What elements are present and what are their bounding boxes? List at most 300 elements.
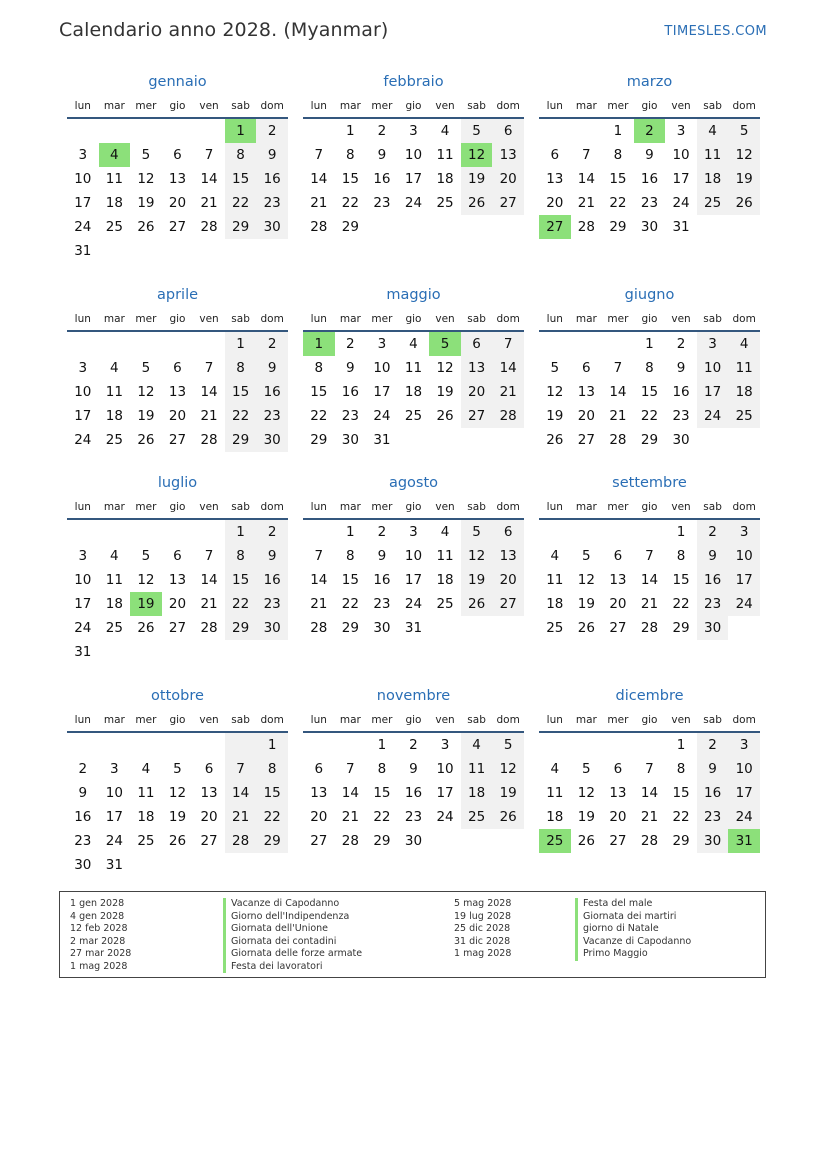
- day-cell[interactable]: 28: [200, 620, 218, 636]
- day-cell[interactable]: 10: [672, 147, 690, 163]
- day-cell[interactable]: 6: [582, 360, 591, 376]
- day-cell[interactable]: 15: [256, 781, 288, 805]
- day-cell[interactable]: 28: [310, 620, 328, 636]
- day-cell[interactable]: 25: [105, 620, 123, 636]
- day-cell[interactable]: 3: [676, 123, 686, 139]
- day-cell[interactable]: 25: [728, 404, 760, 428]
- day-cell[interactable]: 31: [373, 432, 391, 448]
- day-cell[interactable]: 2: [676, 336, 686, 352]
- day-cell[interactable]: 24: [74, 432, 92, 448]
- day-cell[interactable]: 29: [373, 833, 391, 849]
- day-cell[interactable]: 15: [225, 568, 257, 592]
- day-cell[interactable]: 17: [404, 171, 423, 187]
- day-cell[interactable]: 7: [204, 147, 214, 163]
- day-cell[interactable]: 9: [256, 356, 288, 380]
- day-cell[interactable]: 28: [225, 829, 257, 853]
- day-cell[interactable]: 23: [74, 833, 92, 849]
- day-cell[interactable]: 30: [697, 829, 729, 853]
- day-cell[interactable]: 21: [609, 408, 627, 424]
- day-cell[interactable]: 11: [728, 356, 760, 380]
- day-cell[interactable]: 18: [436, 572, 454, 588]
- day-cell[interactable]: 30: [672, 432, 690, 448]
- day-cell[interactable]: 1: [346, 123, 355, 139]
- day-cell[interactable]: 28: [640, 620, 659, 636]
- day-cell[interactable]: 11: [404, 360, 423, 376]
- day-cell[interactable]: 26: [436, 408, 454, 424]
- day-cell[interactable]: 17: [74, 596, 92, 612]
- day-cell[interactable]: 19: [546, 408, 564, 424]
- day-cell[interactable]: 16: [341, 384, 359, 400]
- day-cell[interactable]: 11: [105, 171, 123, 187]
- day-cell[interactable]: 17: [436, 785, 454, 801]
- day-cell[interactable]: 6: [204, 761, 214, 777]
- day-cell[interactable]: 29: [640, 432, 659, 448]
- day-cell[interactable]: 8: [613, 147, 623, 163]
- day-cell[interactable]: 1: [225, 331, 257, 356]
- day-cell[interactable]: 19: [137, 195, 155, 211]
- day-cell[interactable]: 19: [577, 809, 595, 825]
- day-cell[interactable]: 12: [577, 572, 595, 588]
- day-cell[interactable]: 13: [310, 785, 328, 801]
- day-cell[interactable]: 27: [539, 215, 571, 239]
- day-cell[interactable]: 15: [672, 572, 690, 588]
- day-cell[interactable]: 2: [78, 761, 88, 777]
- day-cell[interactable]: 9: [78, 785, 88, 801]
- day-cell[interactable]: 15: [373, 785, 391, 801]
- day-cell[interactable]: 14: [640, 572, 659, 588]
- day-cell[interactable]: 2: [346, 336, 355, 352]
- day-cell[interactable]: 28: [577, 219, 595, 235]
- day-cell[interactable]: 4: [550, 548, 560, 564]
- day-cell[interactable]: 17: [697, 380, 729, 404]
- day-cell[interactable]: 1: [676, 737, 686, 753]
- day-cell[interactable]: 28: [609, 432, 627, 448]
- day-cell[interactable]: 4: [697, 118, 729, 143]
- day-cell[interactable]: 23: [640, 195, 659, 211]
- day-cell[interactable]: 2: [377, 123, 387, 139]
- day-cell[interactable]: 3: [697, 331, 729, 356]
- day-cell[interactable]: 28: [341, 833, 359, 849]
- day-cell[interactable]: 24: [404, 195, 423, 211]
- day-cell[interactable]: 17: [74, 408, 92, 424]
- day-cell[interactable]: 15: [225, 167, 257, 191]
- day-cell[interactable]: 10: [404, 548, 423, 564]
- day-cell[interactable]: 23: [373, 596, 391, 612]
- day-cell[interactable]: 29: [256, 829, 288, 853]
- day-cell[interactable]: 7: [204, 548, 214, 564]
- day-cell[interactable]: 26: [137, 432, 155, 448]
- day-cell[interactable]: 14: [310, 171, 328, 187]
- day-cell[interactable]: 3: [78, 360, 88, 376]
- day-cell[interactable]: 22: [672, 596, 690, 612]
- day-cell[interactable]: 4: [440, 524, 450, 540]
- day-cell[interactable]: 19: [728, 167, 760, 191]
- day-cell[interactable]: 30: [404, 833, 423, 849]
- day-cell[interactable]: 6: [173, 548, 182, 564]
- day-cell[interactable]: 4: [440, 123, 450, 139]
- day-cell[interactable]: 13: [609, 785, 627, 801]
- day-cell[interactable]: 8: [256, 757, 288, 781]
- day-cell[interactable]: 15: [341, 572, 359, 588]
- day-cell[interactable]: 29: [341, 620, 359, 636]
- day-cell[interactable]: 31: [672, 219, 690, 235]
- day-cell[interactable]: 7: [645, 548, 654, 564]
- day-cell[interactable]: 23: [256, 592, 288, 616]
- day-cell[interactable]: 8: [645, 360, 654, 376]
- day-cell[interactable]: 10: [436, 761, 454, 777]
- day-cell[interactable]: 25: [137, 833, 155, 849]
- day-cell[interactable]: 18: [404, 384, 423, 400]
- day-cell[interactable]: 26: [461, 191, 493, 215]
- day-cell[interactable]: 27: [492, 592, 524, 616]
- day-cell[interactable]: 8: [676, 548, 686, 564]
- day-cell[interactable]: 24: [728, 592, 760, 616]
- day-cell[interactable]: 30: [640, 219, 659, 235]
- day-cell[interactable]: 20: [200, 809, 218, 825]
- day-cell[interactable]: 23: [341, 408, 359, 424]
- day-cell[interactable]: 20: [310, 809, 328, 825]
- day-cell[interactable]: 16: [74, 809, 92, 825]
- day-cell[interactable]: 8: [676, 761, 686, 777]
- day-cell[interactable]: 28: [310, 219, 328, 235]
- day-cell[interactable]: 2: [697, 519, 729, 544]
- day-cell[interactable]: 1: [613, 123, 623, 139]
- day-cell[interactable]: 8: [377, 761, 387, 777]
- day-cell[interactable]: 18: [546, 596, 564, 612]
- day-cell[interactable]: 26: [577, 620, 595, 636]
- day-cell[interactable]: 29: [609, 219, 627, 235]
- day-cell[interactable]: 7: [492, 331, 524, 356]
- day-cell[interactable]: 15: [672, 785, 690, 801]
- day-cell[interactable]: 13: [200, 785, 218, 801]
- day-cell[interactable]: 26: [137, 219, 155, 235]
- day-cell[interactable]: 27: [200, 833, 218, 849]
- day-cell[interactable]: 22: [341, 596, 359, 612]
- day-cell[interactable]: 1: [645, 336, 654, 352]
- day-cell[interactable]: 2: [377, 524, 387, 540]
- day-cell[interactable]: 21: [310, 596, 328, 612]
- day-cell[interactable]: 24: [105, 833, 123, 849]
- day-cell[interactable]: 1: [676, 524, 686, 540]
- day-cell[interactable]: 21: [577, 195, 595, 211]
- day-cell[interactable]: 17: [74, 195, 92, 211]
- day-cell[interactable]: 5: [550, 360, 560, 376]
- day-cell[interactable]: 19: [461, 568, 493, 592]
- day-cell[interactable]: 1: [346, 524, 355, 540]
- day-cell[interactable]: 1: [377, 737, 387, 753]
- day-cell[interactable]: 12: [168, 785, 187, 801]
- day-cell[interactable]: 6: [492, 118, 524, 143]
- day-cell[interactable]: 8: [225, 356, 257, 380]
- day-cell[interactable]: 13: [546, 171, 564, 187]
- day-cell[interactable]: 14: [310, 572, 328, 588]
- day-cell[interactable]: 13: [461, 356, 493, 380]
- day-cell[interactable]: 9: [697, 544, 729, 568]
- day-cell[interactable]: 31: [74, 644, 92, 660]
- day-cell[interactable]: 17: [728, 781, 760, 805]
- day-cell[interactable]: 25: [105, 219, 123, 235]
- day-cell[interactable]: 25: [539, 829, 571, 853]
- day-cell[interactable]: 6: [492, 519, 524, 544]
- day-cell[interactable]: 30: [256, 616, 288, 640]
- day-cell[interactable]: 3: [78, 147, 88, 163]
- brand-link[interactable]: TIMESLES.COM: [664, 24, 767, 39]
- day-cell[interactable]: 14: [609, 384, 627, 400]
- day-cell[interactable]: 16: [256, 380, 288, 404]
- day-cell[interactable]: 13: [168, 572, 187, 588]
- day-cell[interactable]: 21: [200, 596, 218, 612]
- day-cell[interactable]: 13: [168, 171, 187, 187]
- day-cell[interactable]: 10: [728, 757, 760, 781]
- day-cell[interactable]: 18: [728, 380, 760, 404]
- day-cell[interactable]: 26: [728, 191, 760, 215]
- day-cell[interactable]: 23: [256, 404, 288, 428]
- day-cell[interactable]: 8: [346, 548, 355, 564]
- day-cell[interactable]: 31: [105, 857, 123, 873]
- day-cell[interactable]: 23: [256, 191, 288, 215]
- day-cell[interactable]: 14: [225, 781, 257, 805]
- day-cell[interactable]: 12: [577, 785, 595, 801]
- day-cell[interactable]: 10: [105, 785, 123, 801]
- day-cell[interactable]: 18: [105, 195, 123, 211]
- day-cell[interactable]: 25: [105, 432, 123, 448]
- day-cell[interactable]: 12: [137, 171, 155, 187]
- day-cell[interactable]: 27: [577, 432, 595, 448]
- day-cell[interactable]: 14: [200, 384, 218, 400]
- day-cell[interactable]: 7: [225, 757, 257, 781]
- day-cell[interactable]: 16: [256, 568, 288, 592]
- day-cell[interactable]: 22: [256, 805, 288, 829]
- day-cell[interactable]: 3: [728, 732, 760, 757]
- day-cell[interactable]: 2: [256, 118, 288, 143]
- day-cell[interactable]: 13: [168, 384, 187, 400]
- day-cell[interactable]: 16: [256, 167, 288, 191]
- day-cell[interactable]: 15: [310, 384, 328, 400]
- day-cell[interactable]: 3: [728, 519, 760, 544]
- day-cell[interactable]: 30: [256, 215, 288, 239]
- day-cell[interactable]: 15: [225, 380, 257, 404]
- day-cell[interactable]: 16: [373, 572, 391, 588]
- day-cell[interactable]: 30: [74, 857, 92, 873]
- day-cell[interactable]: 12: [492, 757, 524, 781]
- day-cell[interactable]: 5: [461, 118, 493, 143]
- day-cell[interactable]: 23: [697, 805, 729, 829]
- day-cell[interactable]: 3: [377, 336, 387, 352]
- day-cell[interactable]: 24: [728, 805, 760, 829]
- day-cell[interactable]: 6: [173, 147, 182, 163]
- day-cell[interactable]: 9: [377, 147, 387, 163]
- day-cell[interactable]: 4: [141, 761, 151, 777]
- day-cell[interactable]: 29: [672, 620, 690, 636]
- day-cell[interactable]: 21: [200, 195, 218, 211]
- day-cell[interactable]: 21: [225, 805, 257, 829]
- day-cell[interactable]: 22: [373, 809, 391, 825]
- day-cell[interactable]: 19: [577, 596, 595, 612]
- day-cell[interactable]: 14: [577, 171, 595, 187]
- day-cell[interactable]: 5: [582, 761, 591, 777]
- day-cell[interactable]: 14: [341, 785, 359, 801]
- day-cell[interactable]: 11: [105, 384, 123, 400]
- day-cell[interactable]: 30: [341, 432, 359, 448]
- day-cell[interactable]: 16: [373, 171, 391, 187]
- day-cell[interactable]: 5: [141, 360, 151, 376]
- day-cell[interactable]: 2: [634, 118, 666, 143]
- day-cell[interactable]: 7: [314, 548, 324, 564]
- day-cell[interactable]: 20: [168, 195, 187, 211]
- day-cell[interactable]: 27: [168, 620, 187, 636]
- day-cell[interactable]: 14: [200, 171, 218, 187]
- day-cell[interactable]: 29: [225, 215, 257, 239]
- day-cell[interactable]: 11: [546, 572, 564, 588]
- day-cell[interactable]: 10: [74, 171, 92, 187]
- day-cell[interactable]: 31: [728, 829, 760, 853]
- day-cell[interactable]: 19: [492, 781, 524, 805]
- day-cell[interactable]: 22: [225, 404, 257, 428]
- day-cell[interactable]: 16: [640, 171, 659, 187]
- day-cell[interactable]: 23: [672, 408, 690, 424]
- day-cell[interactable]: 26: [461, 592, 493, 616]
- day-cell[interactable]: 13: [492, 544, 524, 568]
- day-cell[interactable]: 11: [461, 757, 493, 781]
- day-cell[interactable]: 25: [404, 408, 423, 424]
- day-cell[interactable]: 30: [697, 616, 729, 640]
- day-cell[interactable]: 22: [310, 408, 328, 424]
- day-cell[interactable]: 17: [404, 572, 423, 588]
- day-cell[interactable]: 20: [168, 596, 187, 612]
- day-cell[interactable]: 14: [200, 572, 218, 588]
- day-cell[interactable]: 17: [373, 384, 391, 400]
- day-cell[interactable]: 17: [672, 171, 690, 187]
- day-cell[interactable]: 20: [609, 809, 627, 825]
- day-cell[interactable]: 27: [461, 404, 493, 428]
- day-cell[interactable]: 22: [341, 195, 359, 211]
- day-cell[interactable]: 5: [173, 761, 182, 777]
- day-cell[interactable]: 21: [310, 195, 328, 211]
- day-cell[interactable]: 27: [168, 219, 187, 235]
- day-cell[interactable]: 25: [436, 596, 454, 612]
- day-cell[interactable]: 12: [461, 143, 493, 167]
- day-cell[interactable]: 28: [200, 219, 218, 235]
- day-cell[interactable]: 26: [546, 432, 564, 448]
- day-cell[interactable]: 31: [404, 620, 423, 636]
- day-cell[interactable]: 6: [173, 360, 182, 376]
- day-cell[interactable]: 25: [546, 620, 564, 636]
- day-cell[interactable]: 31: [74, 243, 92, 259]
- day-cell[interactable]: 28: [492, 404, 524, 428]
- day-cell[interactable]: 20: [492, 167, 524, 191]
- day-cell[interactable]: 6: [613, 548, 623, 564]
- day-cell[interactable]: 9: [697, 757, 729, 781]
- day-cell[interactable]: 20: [492, 568, 524, 592]
- day-cell[interactable]: 24: [373, 408, 391, 424]
- day-cell[interactable]: 9: [645, 147, 654, 163]
- day-cell[interactable]: 8: [346, 147, 355, 163]
- day-cell[interactable]: 22: [640, 408, 659, 424]
- day-cell[interactable]: 7: [314, 147, 324, 163]
- day-cell[interactable]: 15: [640, 384, 659, 400]
- day-cell[interactable]: 27: [492, 191, 524, 215]
- day-cell[interactable]: 10: [373, 360, 391, 376]
- day-cell[interactable]: 18: [461, 781, 493, 805]
- day-cell[interactable]: 16: [672, 384, 690, 400]
- day-cell[interactable]: 9: [256, 143, 288, 167]
- day-cell[interactable]: 24: [436, 809, 454, 825]
- day-cell[interactable]: 3: [409, 123, 418, 139]
- day-cell[interactable]: 30: [256, 428, 288, 452]
- day-cell[interactable]: 4: [728, 331, 760, 356]
- day-cell[interactable]: 6: [461, 331, 493, 356]
- day-cell[interactable]: 14: [640, 785, 659, 801]
- day-cell[interactable]: 26: [577, 833, 595, 849]
- day-cell[interactable]: 13: [492, 143, 524, 167]
- day-cell[interactable]: 19: [436, 384, 454, 400]
- day-cell[interactable]: 14: [492, 356, 524, 380]
- day-cell[interactable]: 2: [409, 737, 418, 753]
- day-cell[interactable]: 2: [256, 519, 288, 544]
- day-cell[interactable]: 3: [440, 737, 450, 753]
- day-cell[interactable]: 13: [609, 572, 627, 588]
- day-cell[interactable]: 19: [137, 408, 155, 424]
- day-cell[interactable]: 30: [373, 620, 391, 636]
- day-cell[interactable]: 25: [461, 805, 493, 829]
- day-cell[interactable]: 4: [110, 548, 119, 564]
- day-cell[interactable]: 5: [492, 732, 524, 757]
- day-cell[interactable]: 12: [546, 384, 564, 400]
- day-cell[interactable]: 3: [110, 761, 119, 777]
- day-cell[interactable]: 26: [137, 620, 155, 636]
- day-cell[interactable]: 18: [436, 171, 454, 187]
- day-cell[interactable]: 27: [609, 620, 627, 636]
- day-cell[interactable]: 4: [461, 732, 493, 757]
- day-cell[interactable]: 7: [645, 761, 654, 777]
- day-cell[interactable]: 19: [130, 592, 162, 616]
- day-cell[interactable]: 5: [429, 331, 461, 356]
- day-cell[interactable]: 12: [436, 360, 454, 376]
- day-cell[interactable]: 18: [546, 809, 564, 825]
- day-cell[interactable]: 18: [137, 809, 155, 825]
- day-cell[interactable]: 3: [78, 548, 88, 564]
- day-cell[interactable]: 25: [436, 195, 454, 211]
- day-cell[interactable]: 9: [256, 544, 288, 568]
- day-cell[interactable]: 5: [141, 548, 151, 564]
- day-cell[interactable]: 21: [640, 809, 659, 825]
- day-cell[interactable]: 29: [310, 432, 328, 448]
- day-cell[interactable]: 28: [200, 432, 218, 448]
- day-cell[interactable]: 27: [168, 432, 187, 448]
- day-cell[interactable]: 4: [110, 360, 119, 376]
- day-cell[interactable]: 6: [613, 761, 623, 777]
- day-cell[interactable]: 2: [697, 732, 729, 757]
- day-cell[interactable]: 20: [609, 596, 627, 612]
- day-cell[interactable]: 24: [74, 620, 92, 636]
- day-cell[interactable]: 10: [697, 356, 729, 380]
- day-cell[interactable]: 12: [137, 572, 155, 588]
- day-cell[interactable]: 27: [310, 833, 328, 849]
- day-cell[interactable]: 12: [461, 544, 493, 568]
- day-cell[interactable]: 9: [377, 548, 387, 564]
- day-cell[interactable]: 10: [74, 384, 92, 400]
- day-cell[interactable]: 26: [168, 833, 187, 849]
- day-cell[interactable]: 7: [613, 360, 623, 376]
- day-cell[interactable]: 20: [546, 195, 564, 211]
- day-cell[interactable]: 24: [672, 195, 690, 211]
- day-cell[interactable]: 26: [492, 805, 524, 829]
- day-cell[interactable]: 19: [168, 809, 187, 825]
- day-cell[interactable]: 1: [256, 732, 288, 757]
- day-cell[interactable]: 20: [577, 408, 595, 424]
- day-cell[interactable]: 9: [676, 360, 686, 376]
- day-cell[interactable]: 24: [74, 219, 92, 235]
